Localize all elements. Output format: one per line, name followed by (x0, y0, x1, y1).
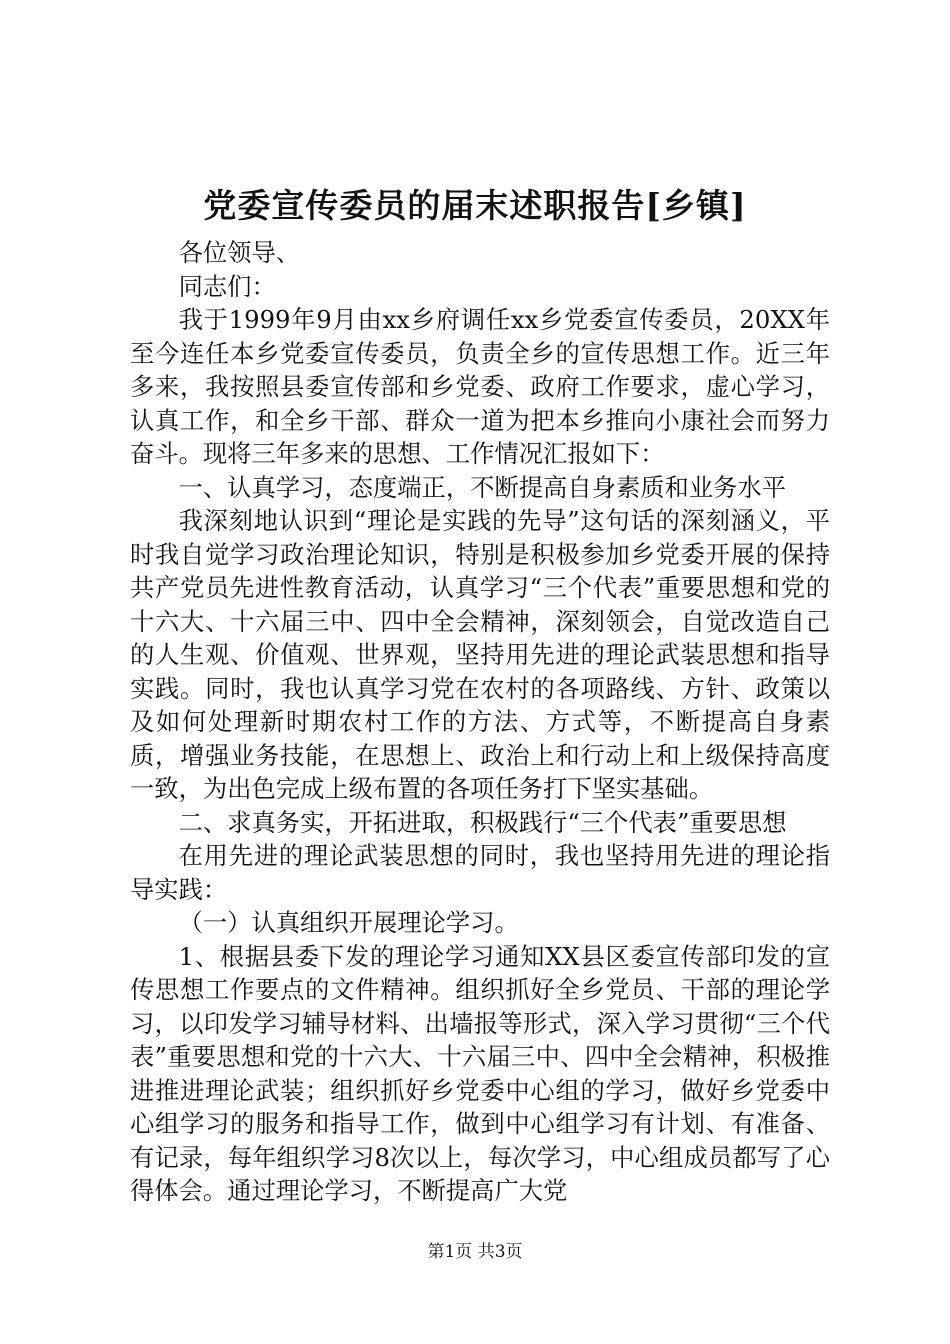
salutation-line: 各位领导、 (178, 238, 301, 267)
document-title: 党委宣传委员的届末述职报告[乡镇] (203, 186, 747, 225)
subsection-heading: （一）认真组织开展理论学习。 (178, 908, 519, 937)
body-paragraph: 1、根据县委下发的理论学习通知XX县区委宣传部印发的宣传思想工作要点的文件精神。组织抓好全乡党员、干部的理论学习，以印发学习辅导材料、出墙报等形式，深入学习贯彻“三个代表”重要思想和党的十六大、十六届三中、四中全会精神，积极推进推进理论武装；组织抓好乡党委中心组的学习，做好乡党委中心组学习的服务和指导工作，做到中心组学习有计划、有准备、有记录，每年组织学习8次以上，每次学习，中心组成员都写了心得体会。通过理论学习，不断提高广大党 (130, 941, 830, 1205)
page-footer: 第1页 共3页 (427, 1242, 523, 1262)
body-paragraph: 在用先进的理论武装思想的同时，我也坚持用先进的理论指导实践： (130, 841, 830, 904)
document-body (130, 236, 830, 1208)
body-paragraph: 我于1999年9月由xx乡府调任xx乡党委宣传委员，20XX年至今连任本乡党委宣传委员，负责全乡的宣传思想工作。近三年多来，我按照县委宣传部和乡党委、政府工作要求，虚心学习，认真工作，和全乡干部、群众一道为把本乡推向小康社会而努力奋斗。现将三年多来的思想、工作情况汇报如下： (130, 305, 830, 468)
salutation-line: 同志们： (178, 271, 276, 301)
body-paragraph: 我深刻地认识到“理论是实践的先导”这句话的深刻涵义，平时我自觉学习政治理论知识，特别是积极参加乡党委开展的保持共产党员先进性教育活动，认真学习“三个代表”重要思想和党的十六大、十六届三中、四中全会精神，深刻领会，自觉改造自己的人生观、价值观、世界观，坚持用先进的理论武装思想和指导实践。同时，我也认真学习党在农村的各项路线、方针、政策以及如何处理新时期农村工作的方法、方式等，不断提高自身素质，增强业务技能，在思想上、政治上和行动上和上级保持高度一致，为出色完成上级布置的各项任务打下坚实基础。 (130, 506, 830, 803)
section-heading: 一、认真学习，态度端正，不断提高自身素质和业务水平 (178, 472, 787, 502)
section-heading: 二、求真务实，开拓进取，积极践行“三个代表”重要思想 (178, 807, 787, 837)
